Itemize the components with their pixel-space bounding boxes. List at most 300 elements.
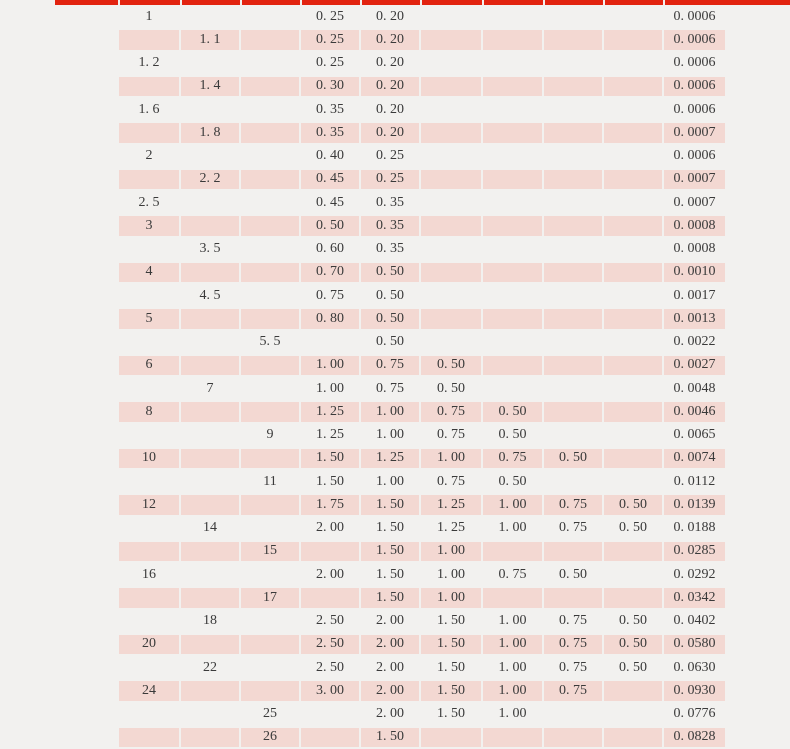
table-cell [119, 658, 179, 677]
table-cell: 11 [263, 473, 277, 489]
table-cell: 0. 0006 [673, 101, 716, 117]
table-cell [483, 263, 542, 282]
table-row [118, 214, 726, 237]
table-cell [483, 542, 542, 561]
table-cell [483, 7, 542, 26]
table-cell [604, 542, 662, 561]
table-cell [604, 333, 662, 352]
table-cell [544, 193, 602, 212]
table-cell: 0. 0112 [673, 473, 716, 489]
table-cell [421, 216, 481, 235]
table-cell [544, 216, 602, 235]
table-cell [119, 519, 179, 538]
table-row [118, 121, 726, 144]
table-row [118, 586, 726, 609]
table-cell [483, 30, 542, 49]
table-cell: 0. 75 [559, 659, 587, 675]
table-cell: 0. 0402 [673, 613, 716, 629]
table-cell: 0. 0008 [673, 241, 716, 257]
table-cell: 0. 35 [376, 241, 404, 257]
table-row [118, 633, 726, 656]
table-row [118, 75, 726, 98]
thread-dimensions-table [118, 5, 726, 749]
table-cell: 0. 0046 [664, 402, 725, 421]
table-cell: 1. 00 [437, 566, 465, 582]
table-cell: 0. 0007 [664, 170, 725, 189]
table-cell [119, 472, 179, 491]
table-cell: 0. 0342 [664, 588, 725, 607]
table-cell: 1. 50 [421, 635, 481, 654]
table-row [118, 28, 726, 51]
table-cell: 24 [119, 681, 179, 700]
table-cell [544, 472, 602, 491]
table-cell: 0. 50 [498, 427, 527, 443]
table-row [118, 679, 726, 702]
table-cell: 0. 0006 [664, 77, 725, 96]
table-cell: 1. 50 [361, 542, 419, 561]
table-cell [241, 193, 299, 212]
table-cell: 1. 50 [421, 681, 481, 700]
table-cell: 0. 50 [544, 449, 602, 468]
table-cell [483, 379, 542, 398]
table-cell: 0. 50 [498, 473, 527, 489]
table-cell [421, 30, 481, 49]
table-cell [241, 519, 299, 538]
table-cell [181, 728, 239, 747]
table-cell [421, 309, 481, 328]
table-cell: 3 [119, 216, 179, 235]
table-cell: 2. 00 [361, 681, 419, 700]
table-cell [119, 426, 179, 445]
table-cell [241, 356, 299, 375]
table-cell: 6 [119, 356, 179, 375]
table-cell [301, 705, 359, 724]
table-row [118, 377, 726, 400]
table-cell [544, 123, 602, 142]
table-cell [544, 379, 602, 398]
table-cell [604, 588, 662, 607]
table-cell: 0. 35 [301, 123, 359, 142]
table-cell: 0. 50 [361, 263, 419, 282]
table-cell: 1. 25 [316, 427, 344, 443]
table-cell: 0. 0006 [664, 30, 725, 49]
table-cell [604, 170, 662, 189]
table-cell: 0. 0285 [664, 542, 725, 561]
table-cell [604, 449, 662, 468]
table-cell [241, 123, 299, 142]
table-cell [119, 286, 179, 305]
table-cell: 0. 25 [301, 30, 359, 49]
table-cell [241, 681, 299, 700]
table-cell: 0. 0022 [673, 334, 716, 350]
table-cell: 0. 75 [421, 402, 481, 421]
table-cell [483, 54, 542, 73]
table-cell: 0. 0017 [673, 287, 716, 303]
table-cell [604, 7, 662, 26]
table-cell: 0. 50 [376, 334, 404, 350]
table-cell [119, 170, 179, 189]
table-cell [544, 30, 602, 49]
table-cell [604, 728, 662, 747]
table-cell [241, 309, 299, 328]
table-cell: 0. 20 [361, 123, 419, 142]
table-cell: 9 [266, 427, 274, 443]
table-cell: 2. 00 [376, 659, 404, 675]
table-cell [544, 54, 602, 73]
table-cell [421, 54, 481, 73]
table-cell [483, 123, 542, 142]
table-cell: 1. 25 [361, 449, 419, 468]
table-row [118, 168, 726, 191]
table-cell [544, 402, 602, 421]
table-cell: 0. 50 [421, 356, 481, 375]
table-cell: 0. 75 [361, 356, 419, 375]
table-cell: 4. 5 [199, 287, 221, 303]
table-cell [483, 356, 542, 375]
table-cell [483, 286, 542, 305]
table-cell: 25 [263, 706, 277, 722]
table-cell [604, 379, 662, 398]
table-cell [544, 588, 602, 607]
table-cell: 17 [241, 588, 299, 607]
table-cell: 0. 0010 [664, 263, 725, 282]
table-cell: 1. 00 [498, 659, 527, 675]
table-cell: 0. 50 [483, 402, 542, 421]
table-cell: 7 [206, 380, 214, 396]
table-cell [604, 426, 662, 445]
table-row [118, 145, 726, 168]
table-row [118, 98, 726, 121]
table-cell: 3. 00 [301, 681, 359, 700]
table-cell [421, 100, 481, 119]
table-row [118, 191, 726, 214]
table-cell [181, 705, 239, 724]
table-cell: 1. 00 [421, 542, 481, 561]
table-cell [604, 193, 662, 212]
table-cell [544, 333, 602, 352]
table-cell [181, 565, 239, 584]
table-cell: 0. 75 [483, 449, 542, 468]
table-cell: 0. 20 [361, 30, 419, 49]
table-cell [181, 681, 239, 700]
table-cell [181, 7, 239, 26]
table-cell [241, 216, 299, 235]
table-cell: 0. 40 [316, 148, 344, 164]
table-cell: 0. 50 [619, 659, 647, 675]
table-cell: 0. 0027 [664, 356, 725, 375]
table-cell: 15 [241, 542, 299, 561]
table-cell: 22 [203, 659, 217, 675]
table-cell [421, 263, 481, 282]
table-cell [604, 54, 662, 73]
table-cell [604, 402, 662, 421]
table-row [118, 238, 726, 261]
table-cell: 0. 75 [437, 473, 465, 489]
table-cell [544, 240, 602, 259]
table-cell [241, 402, 299, 421]
table-row [118, 307, 726, 330]
table-cell: 0. 75 [559, 613, 587, 629]
table-cell: 26 [241, 728, 299, 747]
table-cell: 1. 50 [316, 473, 344, 489]
table-cell: 2. 00 [316, 566, 344, 582]
table-cell: 20 [119, 635, 179, 654]
table-cell: 5. 5 [259, 334, 281, 350]
table-row [118, 284, 726, 307]
table-cell [181, 542, 239, 561]
table-cell [421, 333, 481, 352]
table-cell [604, 77, 662, 96]
table-cell [241, 30, 299, 49]
table-cell: 0. 50 [619, 613, 647, 629]
table-cell [241, 100, 299, 119]
table-cell: 1. 00 [376, 427, 404, 443]
table-cell: 1. 00 [301, 356, 359, 375]
table-cell: 5 [119, 309, 179, 328]
table-cell: 1. 00 [498, 613, 527, 629]
table-cell: 2. 00 [376, 706, 404, 722]
table-cell: 0. 50 [619, 520, 647, 536]
table-cell [119, 542, 179, 561]
table-cell: 1. 4 [181, 77, 239, 96]
table-cell [241, 612, 299, 631]
table-cell: 0. 75 [376, 380, 404, 396]
table-row [118, 424, 726, 447]
table-cell: 0. 75 [437, 427, 465, 443]
table-cell [604, 263, 662, 282]
table-row [118, 726, 726, 749]
table-row [118, 261, 726, 284]
table-cell [604, 147, 662, 166]
table-cell [181, 54, 239, 73]
table-cell [119, 588, 179, 607]
table-cell: 1. 50 [361, 495, 419, 514]
table-cell: 0. 0930 [664, 681, 725, 700]
table-cell [181, 449, 239, 468]
table-cell [483, 147, 542, 166]
table-cell: 1. 6 [138, 101, 160, 117]
table-cell [241, 7, 299, 26]
table-cell: 0. 0074 [664, 449, 725, 468]
table-cell: 0. 20 [376, 8, 404, 24]
table-cell [483, 333, 542, 352]
table-cell: 0. 50 [301, 216, 359, 235]
table-cell [544, 147, 602, 166]
table-cell: 0. 75 [316, 287, 344, 303]
table-cell [181, 402, 239, 421]
table-cell: 0. 0065 [673, 427, 716, 443]
table-row [118, 563, 726, 586]
table-cell [181, 426, 239, 445]
table-cell [119, 705, 179, 724]
table-cell: 1. 00 [421, 449, 481, 468]
table-cell [119, 30, 179, 49]
table-cell [483, 588, 542, 607]
table-cell [119, 612, 179, 631]
table-cell: 0. 45 [301, 170, 359, 189]
table-cell: 0. 50 [376, 287, 404, 303]
table-cell: 0. 50 [437, 380, 465, 396]
table-cell [544, 7, 602, 26]
table-cell [604, 705, 662, 724]
table-cell: 1. 1 [181, 30, 239, 49]
table-cell [241, 286, 299, 305]
table-cell: 0. 60 [316, 241, 344, 257]
table-cell: 1. 50 [437, 706, 465, 722]
table-row [118, 656, 726, 679]
table-cell [421, 147, 481, 166]
table-cell: 0. 0139 [664, 495, 725, 514]
table-cell: 12 [119, 495, 179, 514]
table-cell [119, 240, 179, 259]
table-cell: 0. 45 [316, 194, 344, 210]
table-row [118, 52, 726, 75]
table-cell [241, 449, 299, 468]
table-cell: 0. 0006 [673, 8, 716, 24]
table-cell: 8 [119, 402, 179, 421]
table-cell [544, 426, 602, 445]
table-cell: 1. 50 [301, 449, 359, 468]
table-cell [604, 216, 662, 235]
table-cell [483, 100, 542, 119]
table-cell: 1. 25 [437, 520, 465, 536]
table-cell [181, 495, 239, 514]
table-cell [181, 263, 239, 282]
table-cell [181, 588, 239, 607]
table-cell [241, 635, 299, 654]
table-cell: 0. 25 [361, 170, 419, 189]
table-cell [301, 588, 359, 607]
table-cell: 2. 2 [181, 170, 239, 189]
table-cell: 0. 35 [376, 194, 404, 210]
table-row [118, 610, 726, 633]
table-cell [421, 77, 481, 96]
table-cell: 10 [119, 449, 179, 468]
table-cell [241, 147, 299, 166]
table-cell: 3. 5 [199, 241, 221, 257]
table-cell [544, 286, 602, 305]
table-cell [604, 286, 662, 305]
table-cell [181, 333, 239, 352]
table-cell: 1. 25 [421, 495, 481, 514]
table-cell [241, 240, 299, 259]
table-cell: 0. 35 [361, 216, 419, 235]
table-cell: 0. 0013 [664, 309, 725, 328]
table-cell: 2 [145, 148, 153, 164]
table-cell [483, 240, 542, 259]
table-cell [181, 309, 239, 328]
table-cell [119, 728, 179, 747]
table-cell: 1. 75 [301, 495, 359, 514]
table-cell [544, 77, 602, 96]
table-cell [483, 77, 542, 96]
table-cell: 0. 50 [604, 635, 662, 654]
table-cell [119, 379, 179, 398]
table-cell: 1. 50 [376, 520, 404, 536]
table-cell [421, 123, 481, 142]
table-cell [544, 542, 602, 561]
table-cell: 0. 75 [544, 495, 602, 514]
table-cell [544, 170, 602, 189]
table-cell: 0. 0008 [664, 216, 725, 235]
table-cell: 1. 00 [376, 473, 404, 489]
table-cell: 0. 75 [559, 520, 587, 536]
table-cell [604, 681, 662, 700]
table-cell [181, 147, 239, 166]
table-cell [301, 542, 359, 561]
table-cell [544, 309, 602, 328]
table-cell: 2. 00 [361, 635, 419, 654]
table-cell: 0. 0006 [673, 55, 716, 71]
table-cell: 0. 0292 [673, 566, 716, 582]
table-cell [483, 193, 542, 212]
table-cell [604, 123, 662, 142]
table-cell [604, 240, 662, 259]
table-cell: 0. 20 [361, 77, 419, 96]
table-cell [421, 286, 481, 305]
table-cell: 1. 00 [316, 380, 344, 396]
table-cell [421, 728, 481, 747]
table-cell [544, 356, 602, 375]
table-cell: 2. 50 [301, 635, 359, 654]
table-cell [301, 333, 359, 352]
table-cell [241, 565, 299, 584]
table-cell [241, 54, 299, 73]
table-cell: 1. 00 [483, 681, 542, 700]
table-row [118, 400, 726, 423]
table-cell [241, 263, 299, 282]
table-cell: 1. 00 [421, 588, 481, 607]
table-cell: 0. 0828 [664, 728, 725, 747]
table-cell: 0. 80 [301, 309, 359, 328]
table-cell [181, 356, 239, 375]
table-cell: 1. 2 [138, 55, 160, 71]
table-cell: 0. 25 [316, 55, 344, 71]
table-cell: 1. 00 [483, 495, 542, 514]
table-cell: 1. 00 [361, 402, 419, 421]
table-cell: 16 [142, 566, 156, 582]
table-cell [119, 333, 179, 352]
table-cell [119, 123, 179, 142]
table-row [118, 354, 726, 377]
table-cell: 1. 00 [498, 706, 527, 722]
table-cell: 2. 50 [316, 613, 344, 629]
table-row [118, 331, 726, 354]
table-cell [483, 216, 542, 235]
table-cell: 0. 20 [376, 101, 404, 117]
table-cell: 0. 30 [301, 77, 359, 96]
table-cell: 1. 00 [483, 635, 542, 654]
table-cell [544, 728, 602, 747]
table-cell: 0. 70 [301, 263, 359, 282]
table-cell: 2. 00 [316, 520, 344, 536]
table-cell [421, 170, 481, 189]
table-cell: 0. 0006 [673, 148, 716, 164]
table-row [118, 540, 726, 563]
table-cell [181, 100, 239, 119]
table-cell [604, 356, 662, 375]
table-cell [483, 728, 542, 747]
table-cell [119, 77, 179, 96]
table-cell [604, 565, 662, 584]
table-cell [241, 170, 299, 189]
table-cell [421, 7, 481, 26]
table-row [118, 517, 726, 540]
table-cell [483, 170, 542, 189]
table-cell: 0. 50 [361, 309, 419, 328]
table-cell: 2. 50 [316, 659, 344, 675]
table-cell [604, 100, 662, 119]
